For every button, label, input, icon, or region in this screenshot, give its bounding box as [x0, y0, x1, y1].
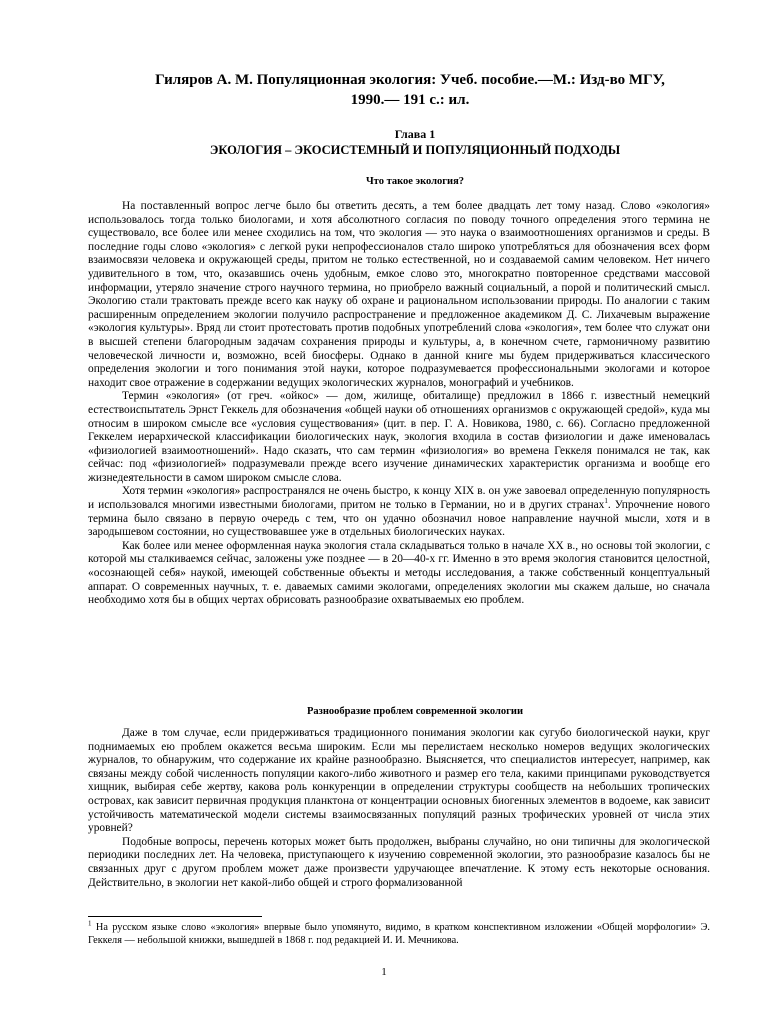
- footnote-separator: [88, 916, 262, 917]
- paragraph: Как более или менее оформленная наука экология стала складываться только в начале XX в., но основы той экологии, с которой мы сталкиваемся сейчас, заложены уже позднее — в 20—40-х гг. Именно в это время экология становится целостной, «осознающей себя» наукой, имеющей собственные объекты и методы исследования, а также собственный концептуальный аппарат. О современных научных, т. е. даваемых самими экологами, определениях экологии мы скажем дальше, но сначала необходимо хотя бы в общих чертах обрисовать разнообразие охватываемых ею проблем.: [88, 539, 710, 607]
- section-heading-diversity-of-problems: Разнообразие проблем современной экологии: [306, 706, 523, 717]
- footnote: [88, 921, 710, 947]
- chapter-number: Глава 1: [394, 127, 436, 141]
- citation-line-1: Гиляров А. М. Популяционная экология: Учеб. пособие.—М.: Изд-во МГУ,: [155, 72, 665, 88]
- paragraph: Подобные вопросы, перечень которых может быть продолжен, выбраны случайно, но они типичны для экологической периодики последних лет. На человека, приступающего к изучению современной экологии, это разнообразие казалось бы не связанных друг с другом проблем может даже произвести удручающее впечатление. К этому есть некоторые основания. Действительно, в экологии нет какой-либо общей и строго формализованной: [88, 835, 710, 889]
- bibliographic-citation: [110, 70, 710, 110]
- paragraph: На поставленный вопрос легче было бы ответить десять, а тем более двадцать лет тому назад. Слово «экология» использовалось тогда только биологами, и хотя абсолютного согласия по поводу точного определения этого термина не существовало, все более или менее сходились на том, что экология — это наука о взаимоотношениях организмов и среды. В последние годы слово «экология» с легкой руки непрофессионалов стало широко употребляться для обозначения всех форм взаимосвязи человека и окружающей среды, притом не только естественной, но и создаваемой самим человеком. Нет ничего удивительного в том, что, оказавшись очень удобным, емкое слово это, многократно повторенное средствами массовой информации, утеряло значение строго научного термина, но приобрело важный социальный, а порой и политический смысл. Экологию стали трактовать прежде всего как науку об охране и рациональном использовании природы. По аналогии с таким расширенным определением экологии получило распространение и предложенное академиком Д. С. Лихачевым выражение «экология культуры». Вряд ли стоит протестовать против подобных употреблений слова «экология», тем более что служат они в высшей степени благородным задачам сохранения природы и культуры, а, в конечном счете, гармоничному развитию человеческой личности и, возможно, всей биосферы. Однако в данной книге мы будем придерживаться классического определения экологии и того понимания этой науки, которое подразумевается профессиональными экологами и которое находит свое отражение в содержании ведущих экологических журналов, монографий и учебников.: [88, 200, 710, 389]
- section-1-body: [88, 200, 710, 608]
- page-number: 1: [381, 966, 387, 978]
- chapter-title: ЭКОЛОГИЯ – ЭКОСИСТЕМНЫЙ И ПОПУЛЯЦИОННЫЙ ПОДХОДЫ: [209, 143, 621, 157]
- paragraph: [88, 485, 710, 539]
- paragraph: Термин «экология» (от греч. «ойкос» — дом, жилище, обиталище) предложил в 1866 г. известный немецкий естествоиспытатель Эрнст Геккель для обозначения «общей науки об отношениях организмов с окружающей средой», куда мы относим в широком смысле все «условия существования» (цит. в пер. Г. А. Новикова, 1980, с. 66). Согласно предложенной Геккелем иерархической классификации биологических наук, экология входила в состав физиологии и даже именовалась «физиологией взаимоотношений». Надо сказать, что сам термин «физиология» во времена Геккеля понимался не так, как сейчас: под «физиологией» подразумевали прежде всего изучение динамических характеристик организма и вообще его жизнедеятельности в самом широком смысле слова.: [88, 390, 710, 484]
- paragraph-text: . Упрочнение нового термина было связано в первую очередь с тем, что он удачно обозначил новое направление научной мысли, хотя и в зародышевом состоянии, но существовавшее уже в отдельных биологических науках.: [88, 499, 710, 539]
- section-2-body: [88, 727, 710, 890]
- paragraph: Даже в том случае, если придерживаться традиционного понимания экологии как сугубо биологической науки, круг поднимаемых ею проблем окажется весьма широким. Если мы перелистаем несколько номеров ведущих экологических журналов, то обнаружим, что содержание их крайне разнообразно. Выясняется, что специалистов интересует, например, как связаны между собой численность популяции какого-либо животного и размер его тела, какими принципами руководствуется хищник, выбирая себе жертву, какова роль конкуренции в определении структуры сообществ на небольших тропических островах, как зависит первичная продукция планктона от концентрации основных биогенных элементов в водоеме, как зависит устойчивость математической модели системы взаимосвязанных популяций разных трофических уровней от числа этих уровней?: [88, 727, 710, 835]
- footnote-marker: 1: [88, 919, 92, 928]
- paragraph-text: Хотя термин «экология» распространялся не очень быстро, к концу XIX в. он уже завоевал определенную популярность и использовался многими известными биологами, притом не только в Германии, но и в других странах: [88, 485, 710, 512]
- section-heading-what-is-ecology: Что такое экология?: [365, 176, 465, 187]
- footnote-reference[interactable]: 1: [604, 497, 608, 506]
- footnote-text: На русском языке слово «экология» впервые было упомянуто, видимо, в кратком конспективном изложении «Общей морфологии» Э. Геккеля — небольшой книжки, вышедшей в 1868 г. под редакцией И. И. Мечникова.: [88, 922, 710, 946]
- citation-line-2: 1990.— 191 с.: ил.: [350, 92, 470, 108]
